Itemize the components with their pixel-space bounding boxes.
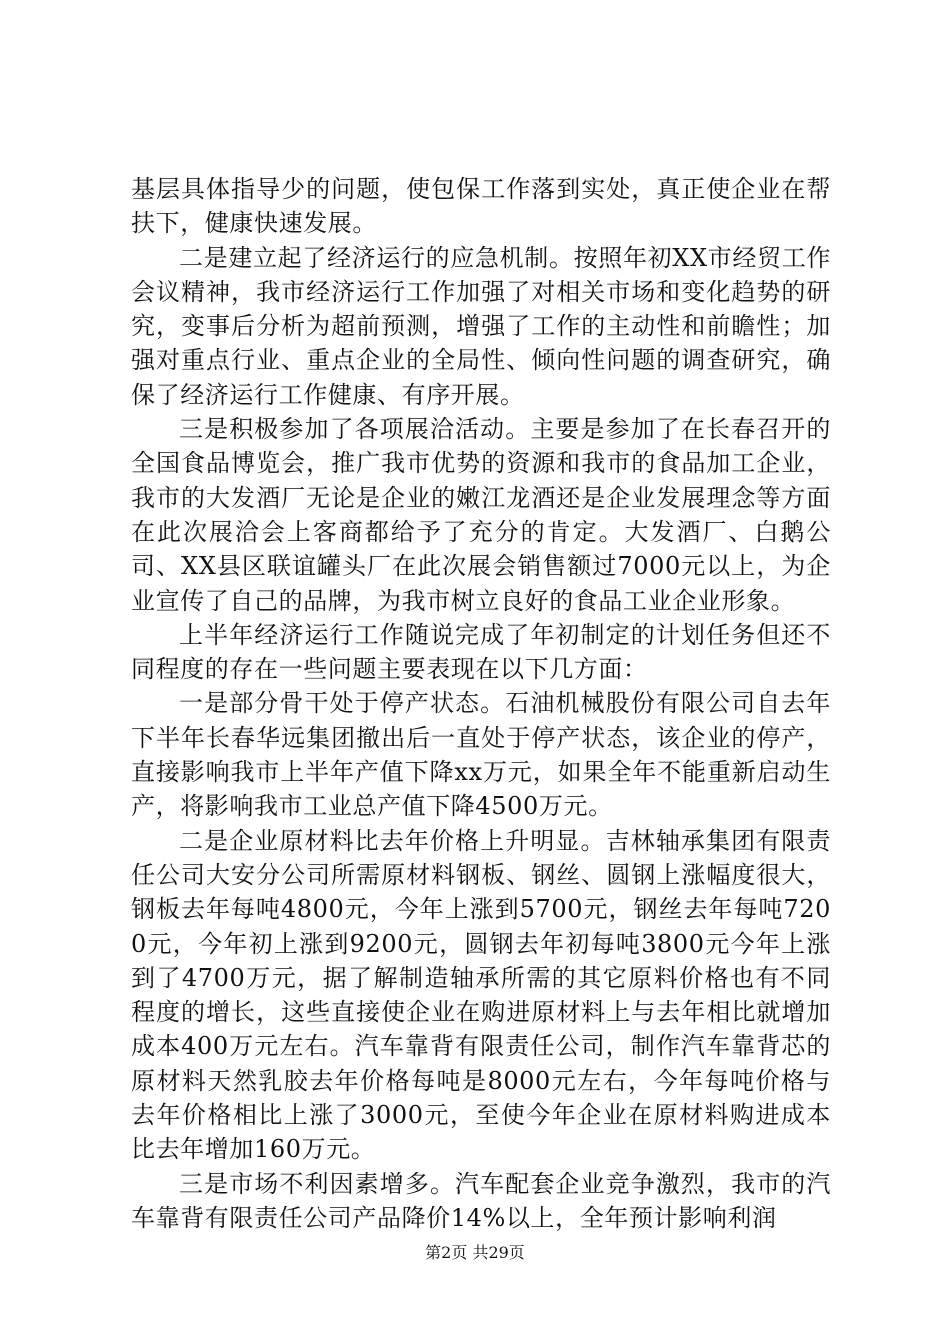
paragraph-raw-material-prices: 二是企业原材料比去年价格上升明显。吉林轴承集团有限责任公司大安分公司所需原材料钢板、钢丝、圆钢上涨幅度很大，钢板去年每吨4800元，今年上涨到5700元，钢丝去年每吨7200元，今年初上涨到9200元，圆钢去年初每吨3800元今年上涨到了4700万元，据了解制造轴承所需的其它原料价格也有不同程度的增长，这些直接使企业在购进原材料上与去年相比就增加成本400万元左右。汽车靠背有限责任公司，制作汽车靠背芯的原材料天然乳胶去年价格每吨是8000元左右，今年每吨价格与去年价格相比上涨了3000元，至使今年企业在原材料购进成本比去年增加160万元。 (131, 826, 831, 1164)
paragraph-exhibition-activities: 三是积极参加了各项展洽活动。主要是参加了在长春召开的全国食品博览会，推广我市优势的资源和我市的食品加工企业，我市的大发酒厂无论是企业的嫩江龙酒还是企业发展理念等方面在此次展洽会上客商都给予了充分的肯定。大发酒厂、白鹅公司、XX县区联谊罐头厂在此次展会销售额过7000元以上，为企业宣传了自己的品牌，为我市树立良好的食品工业企业形象。 (131, 415, 831, 615)
paragraph-emergency-mechanism: 二是建立起了经济运行的应急机制。按照年初XX市经贸工作会议精神，我市经济运行工作加强了对相关市场和变化趋势的研究，变事后分析为超前预测，增强了工作的主动性和前瞻性；加强对重点行业、重点企业的全局性、倾向性问题的调查研究，确保了经济运行工作健康、有序开展。 (131, 243, 831, 409)
document-body (131, 172, 831, 1235)
paragraph-market-factors: 三是市场不利因素增多。汽车配套企业竞争激烈，我市的汽车靠背有限责任公司产品降价14%以上，全年预计影响利润 (131, 1169, 831, 1232)
paragraph-problems-intro: 上半年经济运行工作随说完成了年初制定的计划任务但还不同程度的存在一些问题主要表现在以下几方面： (131, 620, 831, 684)
paragraph-continuation: 基层具体指导少的问题，使包保工作落到实处，真正使企业在帮扶下，健康快速发展。 (131, 175, 831, 238)
paragraph-production-halt: 一是部分骨干处于停产状态。石油机械股份有限公司自去年下半年长春华远集团撤出后一直处于停产状态，该企业的停产，直接影响我市上半年产值下降xx万元，如果全年不能重新启动生产，将影响我市工业总产值下降4500万元。 (131, 689, 831, 821)
page-number-footer: 第2页 共29页 (425, 1243, 525, 1262)
